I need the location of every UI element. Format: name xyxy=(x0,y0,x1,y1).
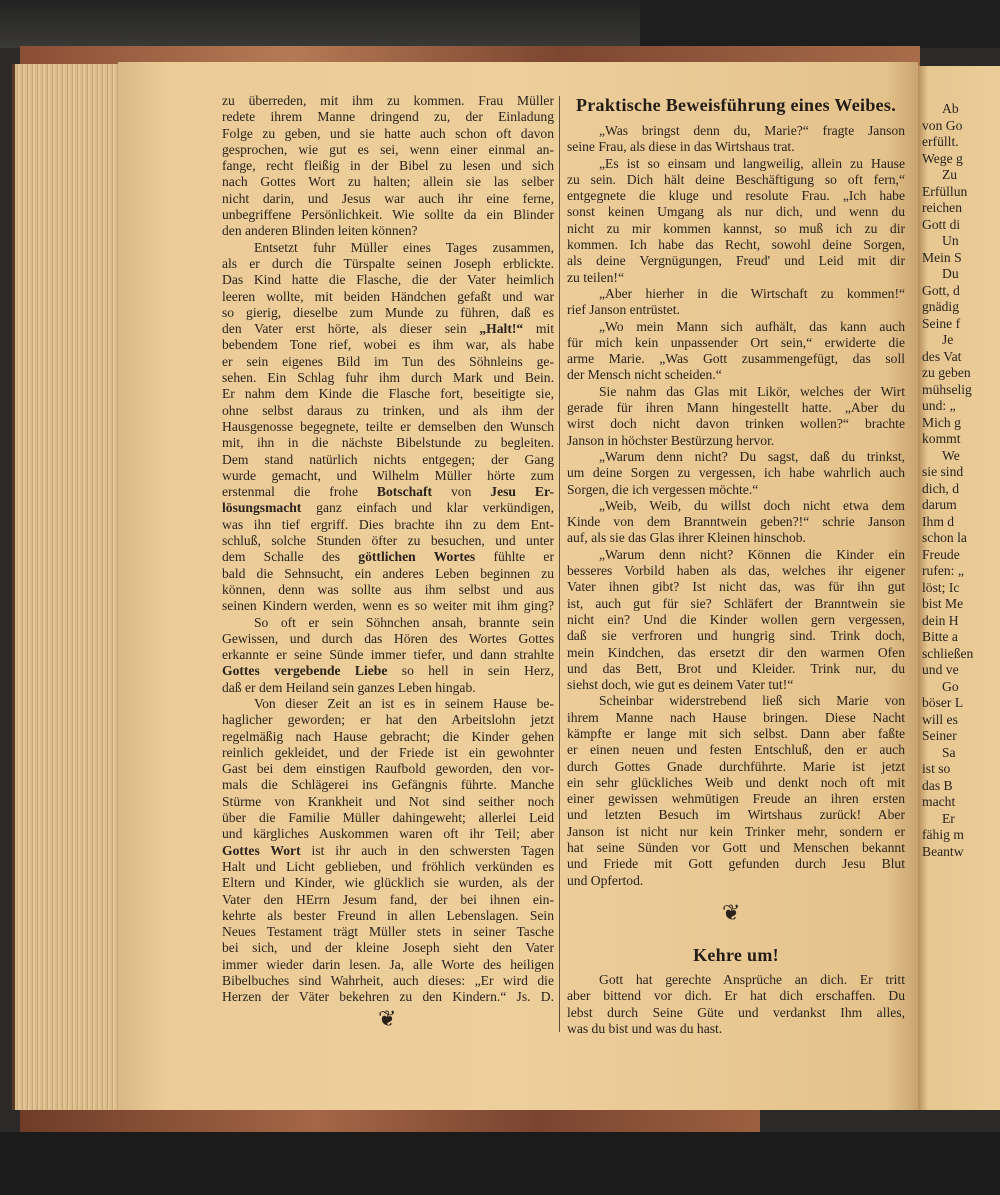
text-line: einer gewissen wehmütigen Freude an ihren ersten xyxy=(567,791,905,807)
text-line: arme Marie. „Was Gott zusammengefügt, das soll xyxy=(567,351,905,367)
text-line: mit, ihn in die nächste Bibelstunde zu begleiten. xyxy=(222,435,554,451)
text-line: bebendem Tone rief, wobei es ihm war, als habe xyxy=(222,337,554,353)
text-line: um deine Sorgen zu vergessen, ich habe wahrlich auch xyxy=(567,465,905,481)
text-line: So oft er sein Söhnchen ansah, brannte sein xyxy=(254,614,554,630)
text-line: zu geben xyxy=(922,365,971,380)
text-line: mals die Schlägerei ins Gefängnis führte. Manche xyxy=(222,777,554,793)
text-line: und kärgliches Auskommen waren oft ihr Teil; aber xyxy=(222,826,554,842)
section-heading: Kehre um! xyxy=(693,945,779,965)
emphasized-text: „Halt!“ xyxy=(479,321,524,337)
text-line: als deine Vergnügungen, Freud' und Leid mit dir xyxy=(567,253,905,269)
text-line: unbegriffene Persönlichkeit. Wie sollte da ein Blinder xyxy=(222,207,554,223)
text-line: Wege g xyxy=(922,150,963,166)
article-heading: Praktische Beweisführung eines Weibes. xyxy=(575,95,897,115)
text-line: Mich g xyxy=(922,414,961,430)
text-line: regelmäßig nach Hause gebracht; die Kinder gehen xyxy=(222,728,554,744)
text-line: den anderen Blinden leiten können? xyxy=(222,223,418,239)
text-line: zu teilen!“ xyxy=(567,269,624,285)
text-line: Erfüllun xyxy=(922,183,968,199)
emphasized-text: Gottes vergebende Liebe xyxy=(222,663,388,679)
text-line: „Aber hierher in die Wirtschaft zu kommen!“ xyxy=(599,285,905,301)
ornament-vignette-icon: ❦ xyxy=(378,1006,397,1031)
text-line: und Friede mit Gott gefunden durch Jesu Blut xyxy=(567,856,905,872)
emphasized-text: göttlichen Wortes xyxy=(358,549,476,565)
text-segment: ganz einfach und klar verkündigen, xyxy=(301,500,554,516)
text-line: Gewissen, und durch das Hören des Wortes Gottes xyxy=(222,630,554,646)
text-line: erkannte er seine Sünde immer tiefer, und dann strahlte xyxy=(222,647,554,663)
text-line: kommen. Ich habe das Recht, sowohl deine Sorgen, xyxy=(567,237,905,253)
text-line xyxy=(222,843,554,859)
text-line: rief Janson entrüstet. xyxy=(567,302,680,318)
text-line: Gast bei dem einstigen Raufbold geworden, den vor- xyxy=(222,761,554,777)
next-page-text xyxy=(922,101,973,860)
emphasized-text: Gottes Wort xyxy=(222,842,301,858)
text-line: Herzen der Väter bekehren zu den Kindern.“ Js. D. xyxy=(222,989,554,1005)
text-line: Gott, d xyxy=(922,282,960,298)
text-line: er einen neuen und festen Entschluß, den er auch xyxy=(567,742,905,758)
text-line: Janson in höchster Bestürzung hervor. xyxy=(567,432,775,448)
text-line: ist so xyxy=(922,761,951,776)
text-line: bald die Sehnsucht, ein anderes Leben beginnen zu xyxy=(222,565,554,581)
text-line: Du xyxy=(942,266,959,281)
text-line: gesprochen, wie gut es sei, wenn einer einmal an- xyxy=(222,141,554,157)
text-line: kämpfte er lange mit sich selbst. Dann aber faßte xyxy=(567,725,905,741)
left-column-text xyxy=(222,93,554,1006)
text-line: schluß, solche Stunden öfter zu besuchen, und unter xyxy=(222,533,554,549)
text-line: und Opfertod. xyxy=(567,872,644,888)
text-line: was ihn tief ergriff. Dies brachte ihn zu dem Ent- xyxy=(222,516,554,532)
text-line: auf, als sie das Glas ihrer Kleinen hinschob. xyxy=(567,530,806,546)
text-line: Je xyxy=(942,332,954,347)
text-line: mein Kindchen, das ersetzt dir den warmen Ofen xyxy=(567,644,905,660)
text-line: daß sie verfroren und hungrig sind. Trink doch, xyxy=(567,628,905,644)
text-line: durch Gottes Gnade durchführte. Marie ist jetzt xyxy=(567,758,905,774)
text-line: Bibelbuches sind Wahrheit, auch dieses: „Er wird die xyxy=(222,973,554,989)
ornament-vignette-icon: ❦ xyxy=(722,900,741,925)
background-bottom xyxy=(0,1132,1000,1195)
text-segment: mit xyxy=(523,321,554,337)
text-segment: den Vater erst hörte, als dieser sein xyxy=(222,321,480,337)
text-line: bist Me xyxy=(922,596,964,611)
page-stack-edges xyxy=(12,64,123,1110)
text-line: seine Frau, als diese in das Wirtshaus trat. xyxy=(567,139,795,155)
text-line xyxy=(222,484,554,500)
text-line: hat seine Sünden vor Gott und Menschen bekannt xyxy=(567,840,905,856)
text-line: Das Kind hatte die Flasche, die der Vater heimlich xyxy=(222,272,554,288)
text-line: Vater den HErrn Jesum fand, der bei ihnen ein- xyxy=(222,891,554,907)
text-line: Vater ihnen gibt? Ist nicht das, was für ihn gut xyxy=(567,579,905,595)
text-line: Gott di xyxy=(922,216,961,232)
text-line: Beantw xyxy=(922,843,964,859)
text-line: als er durch die Türspalte seinen Joseph erblickte. xyxy=(222,255,554,271)
text-line: Go xyxy=(942,678,959,694)
text-line: lebst durch Seine Güte und verdankst Ihm alles, xyxy=(567,1004,905,1020)
next-page-partial xyxy=(918,66,1000,1110)
text-line: kommt xyxy=(922,431,961,446)
text-line: der Mensch nicht scheiden.“ xyxy=(567,367,722,383)
text-line: haglicher geworden; er hat den Arbeitslohn jetzt xyxy=(222,712,554,728)
text-line: „Was bringst denn du, Marie?“ fragte Janson xyxy=(599,123,905,138)
text-line: sonst keinen Umgang als nur dich, und wenn du xyxy=(567,204,905,220)
text-segment: fühlte er xyxy=(475,549,554,565)
emphasized-text: Botschaft xyxy=(376,484,433,500)
text-line: Dem stand natürlich nichts entgegen; der Gang xyxy=(222,451,554,467)
text-line: Ab xyxy=(942,101,959,116)
text-line: schon la xyxy=(922,530,967,545)
text-line: Seiner xyxy=(922,728,957,743)
text-line: nicht zu mir kommen kannst, so muß ich zu dir xyxy=(567,220,905,236)
text-line: zu sein. Dich hält deine Beschäftigung so oft fern,“ xyxy=(567,171,905,187)
text-line: ihrem Manne nach Hause bringen. Diese Nacht xyxy=(567,709,905,725)
text-line: We xyxy=(942,447,960,463)
text-line: kehrte als bester Freund in allen Lebenslagen. Sein xyxy=(222,907,554,923)
emphasized-text: Jesu Er- xyxy=(490,484,555,500)
text-line: daß er dem Heiland sein ganzes Leben hingab. xyxy=(222,679,476,695)
text-line: Folge zu geben, und sie hatte auch schon oft davon xyxy=(222,125,554,141)
text-line: nicht ein? Und die Kinder wollen gern vergessen, xyxy=(567,611,905,627)
text-line: nicht darin, und Jesus war auch ihr eine ferne, xyxy=(222,190,554,206)
section-text xyxy=(567,972,905,1037)
text-line: gnädig xyxy=(922,299,959,314)
text-line: Eltern und Kinder, wie glücklich sie wurden, als der xyxy=(222,875,554,891)
text-line: Entsetzt fuhr Müller eines Tages zusammen, xyxy=(254,239,554,255)
text-line: fange, recht fleißig in der Bibel zu lesen und sich xyxy=(222,158,554,174)
text-line: ist, auch gut für sie? Schläfert der Branntwein sie xyxy=(567,595,905,611)
text-line: und: „ xyxy=(922,398,956,413)
text-line: dich, d xyxy=(922,480,959,496)
text-line: nach Gottes Wort zu halten; allein sie las selber xyxy=(222,174,554,190)
text-line: was du bist und was du hast. xyxy=(567,1020,723,1036)
text-line: Kinde von dem Branntwein geben?!“ schrie Janson xyxy=(567,514,905,530)
text-segment: erstenmal die frohe xyxy=(222,484,377,500)
text-line: Er xyxy=(942,810,955,826)
text-line: löst; Ic xyxy=(922,579,960,595)
text-line: Mein S xyxy=(922,249,962,265)
text-line xyxy=(222,549,554,565)
text-line: mühselig xyxy=(922,381,972,397)
text-line: leeren wollte, mit beiden Händchen gefaßt und war xyxy=(222,288,554,304)
text-line: seinen Kindern werden, wenn es so weiter mit ihm ging? xyxy=(222,598,554,614)
background-dark-area xyxy=(640,0,1000,48)
text-line xyxy=(222,321,554,337)
text-line: gerade für ihren Mann hingestellt hatte. „Aber du xyxy=(567,400,905,416)
text-line: „Weib, Weib, du willst doch nicht etwa dem xyxy=(599,497,905,513)
text-line: will es xyxy=(922,711,958,727)
text-line: Sorgen, die ich vergessen möchte.“ xyxy=(567,481,759,497)
text-line: für mich kein unpassender Ort sein,“ erwiderte die xyxy=(567,334,905,350)
text-line: und das Bett, Brot und Kleider. Trink nur, du xyxy=(567,660,905,676)
text-line: reichen xyxy=(922,200,962,215)
text-line: siehst doch, wie gut es deinem Vater tut!“ xyxy=(567,677,794,693)
text-line xyxy=(222,663,554,679)
text-line: „Warum denn nicht? Können die Kinder ein xyxy=(599,546,905,562)
text-line: Er nahm dem Kinde die Flasche fort, beseitigte sie, xyxy=(222,386,554,402)
text-segment: so hell in sein Herz, xyxy=(387,663,554,679)
text-line: macht xyxy=(922,794,956,809)
text-line: Freude xyxy=(922,546,960,562)
text-line: fähig m xyxy=(922,827,964,842)
text-line: Janson ist nicht nur kein Trinker mehr, sondern er xyxy=(567,823,905,839)
text-line: immer wieder darin lesen. Ja, alle Worte des heiligen xyxy=(222,956,554,972)
text-line: ein sehr glückliches Weib und denkt noch oft mit xyxy=(567,774,905,790)
text-line: Bitte a xyxy=(922,629,958,644)
text-line: können, denn was sollte aus ihm selbst und aus xyxy=(222,581,554,597)
text-line: wurde gemacht, und Wilhelm Müller hörte zum xyxy=(222,467,554,483)
text-line: erfüllt. xyxy=(922,134,959,149)
text-line: und letzten Besuch im Wirtshaus zurück! Aber xyxy=(567,807,905,823)
text-line: das B xyxy=(922,777,953,793)
article-title xyxy=(566,95,906,116)
text-line: „Wo mein Mann sich aufhält, das kann auch xyxy=(599,318,905,334)
text-line: aber bittend vor dich. Er hat dich erschaffen. Du xyxy=(567,988,905,1004)
text-line: bei sich, und der kleine Joseph sieht den Vater xyxy=(222,940,554,956)
text-line: Hausgenosse begegnete, teilte er demselben den Wunsch xyxy=(222,418,554,434)
text-line: von Go xyxy=(922,117,963,133)
text-line: Scheinbar widerstrebend ließ sich Marie von xyxy=(599,693,905,709)
text-line: Stürme von Krankheit und Not sind seither noch xyxy=(222,793,554,809)
text-line: entgegnete die kluge und resolute Frau. „Ich habe xyxy=(567,188,905,204)
text-line: redete ihrem Manne dringend zu, der Einladung xyxy=(222,109,554,125)
text-line xyxy=(222,500,554,516)
text-line: besseres Vorbild haben als das, welches ihr eigener xyxy=(567,563,905,579)
text-line: „Es ist so einsam und langweilig, allein zu Hause xyxy=(599,155,905,171)
text-line: Gott hat gerechte Ansprüche an dich. Er tritt xyxy=(599,972,905,987)
text-line: schließen xyxy=(922,645,974,661)
section-title xyxy=(566,945,906,966)
right-column-text xyxy=(567,123,905,889)
text-line: reinlich gekleidet, und der Friede ist ein gewohnter xyxy=(222,744,554,760)
text-line: Von dieser Zeit an ist es in seinem Hause be- xyxy=(254,695,554,711)
text-line: und ve xyxy=(922,662,959,677)
column-divider xyxy=(559,96,560,1032)
text-line: ohne selbst daraus zu trinken, und als ihm der xyxy=(222,402,554,418)
text-line: Halt und Licht geblieben, und fröhlich verkünden es xyxy=(222,858,554,874)
text-line: des Vat xyxy=(922,348,962,364)
text-line: sehen. Ein Schlag fuhr ihm durch Mark und Bein. xyxy=(222,370,554,386)
text-line: Seine f xyxy=(922,315,961,331)
text-line: dein H xyxy=(922,612,959,628)
text-line: Sa xyxy=(942,744,956,760)
emphasized-text: lösungsmacht xyxy=(222,500,302,516)
book-cover-bottom-edge xyxy=(20,1108,760,1134)
text-segment: ist ihr auch in den schwersten Tagen xyxy=(300,842,554,858)
text-line: Neues Testament trägt Müller stets in seiner Tasche xyxy=(222,924,554,940)
text-line: Sie nahm das Glas mit Likör, welches der Wirt xyxy=(599,383,905,399)
text-segment: von xyxy=(432,484,491,500)
text-line: er sein eigenes Bild im Tun des Söhnleins ge- xyxy=(222,353,554,369)
text-line: rufen: „ xyxy=(922,563,964,578)
text-line: böser L xyxy=(922,695,964,710)
text-segment: dem Schalle des xyxy=(222,549,359,565)
text-line: so gierig, dieselbe zum Munde zu führen, daß es xyxy=(222,304,554,320)
text-line: darum xyxy=(922,497,957,512)
text-line: Ihm d xyxy=(922,513,955,529)
text-line: Zu xyxy=(942,167,958,182)
text-line: sie sind xyxy=(922,464,964,479)
text-line: „Warum denn nicht? Du sagst, daß du trinkst, xyxy=(599,448,905,464)
text-line: zu überreden, mit ihm zu kommen. Frau Müller xyxy=(222,93,554,108)
text-line: über die Familie Müller dahingeweht; allerlei Leid xyxy=(222,810,554,826)
text-line: Un xyxy=(942,233,959,248)
text-line: wirst doch nicht davon trinken wollen?“ brachte xyxy=(567,416,905,432)
